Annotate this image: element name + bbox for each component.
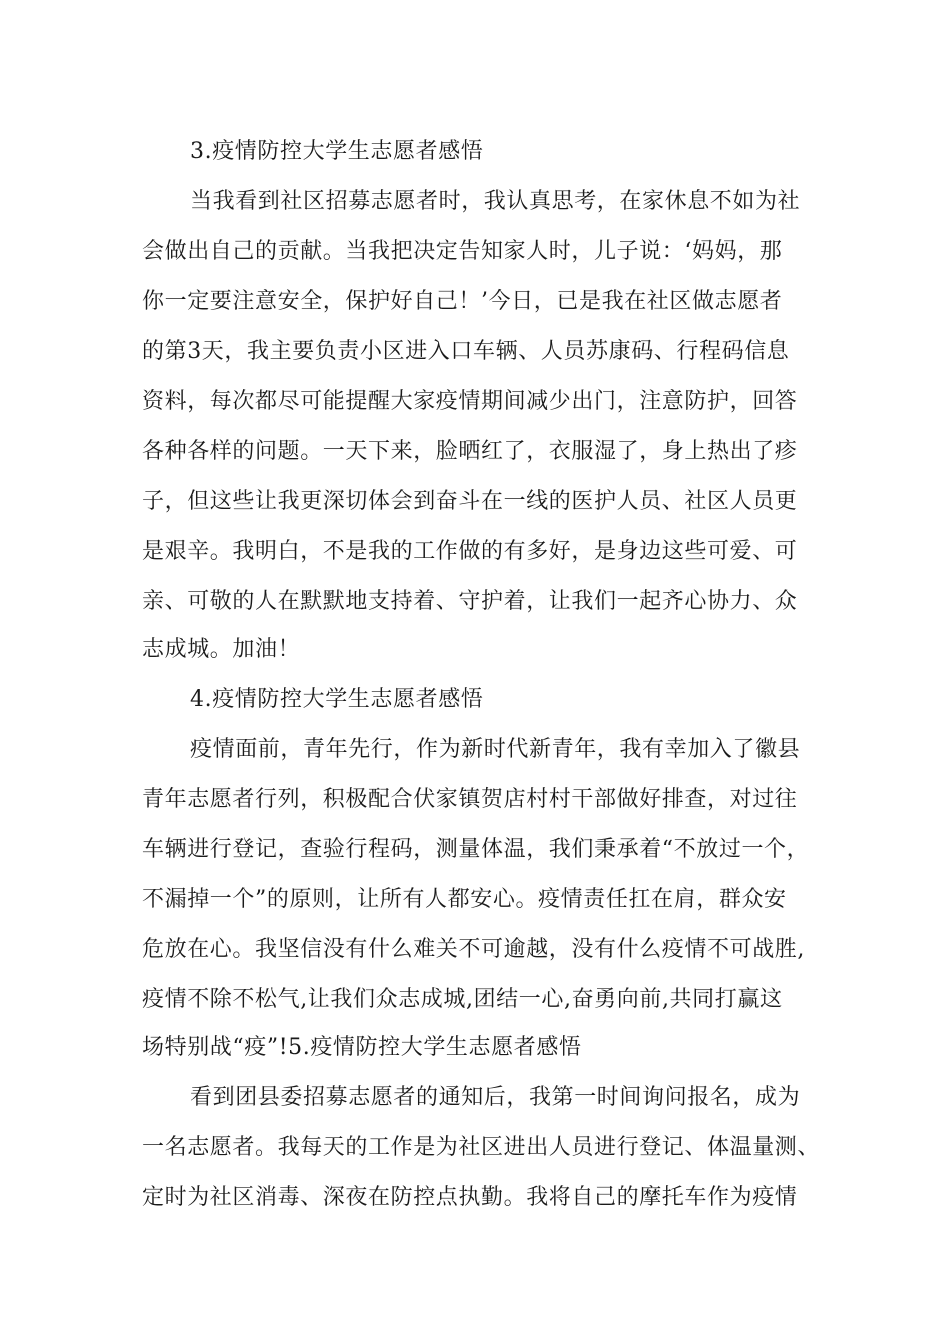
paragraph-line: 会做出自己的贡献。当我把决定告知家人时，儿子说：‘妈妈，那 xyxy=(142,239,783,264)
section-heading-4: 4.疫情防控大学生志愿者感悟 xyxy=(190,687,484,712)
paragraph-line: 志成城。加油！ xyxy=(142,637,301,662)
paragraph-line: 看到团县委招募志愿者的通知后，我第一时间询问报名，成为 xyxy=(190,1085,801,1110)
paragraph-line: 当我看到社区招募志愿者时，我认真思考，在家休息不如为社 xyxy=(190,189,801,214)
paragraph-line: 各种各样的问题。一天下来，脸晒红了，衣服湿了，身上热出了疹 xyxy=(142,439,798,464)
section-heading-3: 3.疫情防控大学生志愿者感悟 xyxy=(190,139,484,164)
paragraph-line: 疫情面前，青年先行，作为新时代新青年，我有幸加入了徽县 xyxy=(190,737,801,762)
paragraph-line: 定时为社区消毒、深夜在防控点执勤。我将自己的摩托车作为疫情 xyxy=(142,1185,798,1210)
paragraph-line: 不漏掉一个”的原则，让所有人都安心。疫情责任扛在肩，群众安 xyxy=(142,887,787,912)
paragraph-line: 亲、可敬的人在默默地支持着、守护着，让我们一起齐心协力、众 xyxy=(142,589,798,614)
paragraph-line: 车辆进行登记，查验行程码，测量体温，我们秉承着“不放过一个， xyxy=(142,837,810,862)
paragraph-line: 你一定要注意安全，保护好自己！’今日，已是我在社区做志愿者 xyxy=(142,289,783,314)
paragraph-line: 资料，每次都尽可能提醒大家疫情期间减少出门，注意防护，回答 xyxy=(142,389,798,414)
paragraph-line: 子，但这些让我更深切体会到奋斗在一线的医护人员、社区人员更 xyxy=(142,489,798,514)
paragraph-line: 是艰辛。我明白，不是我的工作做的有多好，是身边这些可爱、可 xyxy=(142,539,798,564)
paragraph-line: 一名志愿者。我每天的工作是为社区进出人员进行登记、体温量测、 xyxy=(142,1135,821,1160)
paragraph-line: 疫情不除不松气,让我们众志成城,团结一心,奋勇向前,共同打赢这 xyxy=(142,987,783,1012)
paragraph-line: 青年志愿者行列，积极配合伏家镇贺店村村干部做好排查，对过往 xyxy=(142,787,798,812)
paragraph-line: 的第3天，我主要负责小区进入口车辆、人员苏康码、行程码信息 xyxy=(142,339,790,364)
paragraph-line: 场特别战“疫”!5.疫情防控大学生志愿者感悟 xyxy=(142,1035,582,1060)
paragraph-line: 危放在心。我坚信没有什么难关不可逾越，没有什么疫情不可战胜, xyxy=(142,937,805,962)
